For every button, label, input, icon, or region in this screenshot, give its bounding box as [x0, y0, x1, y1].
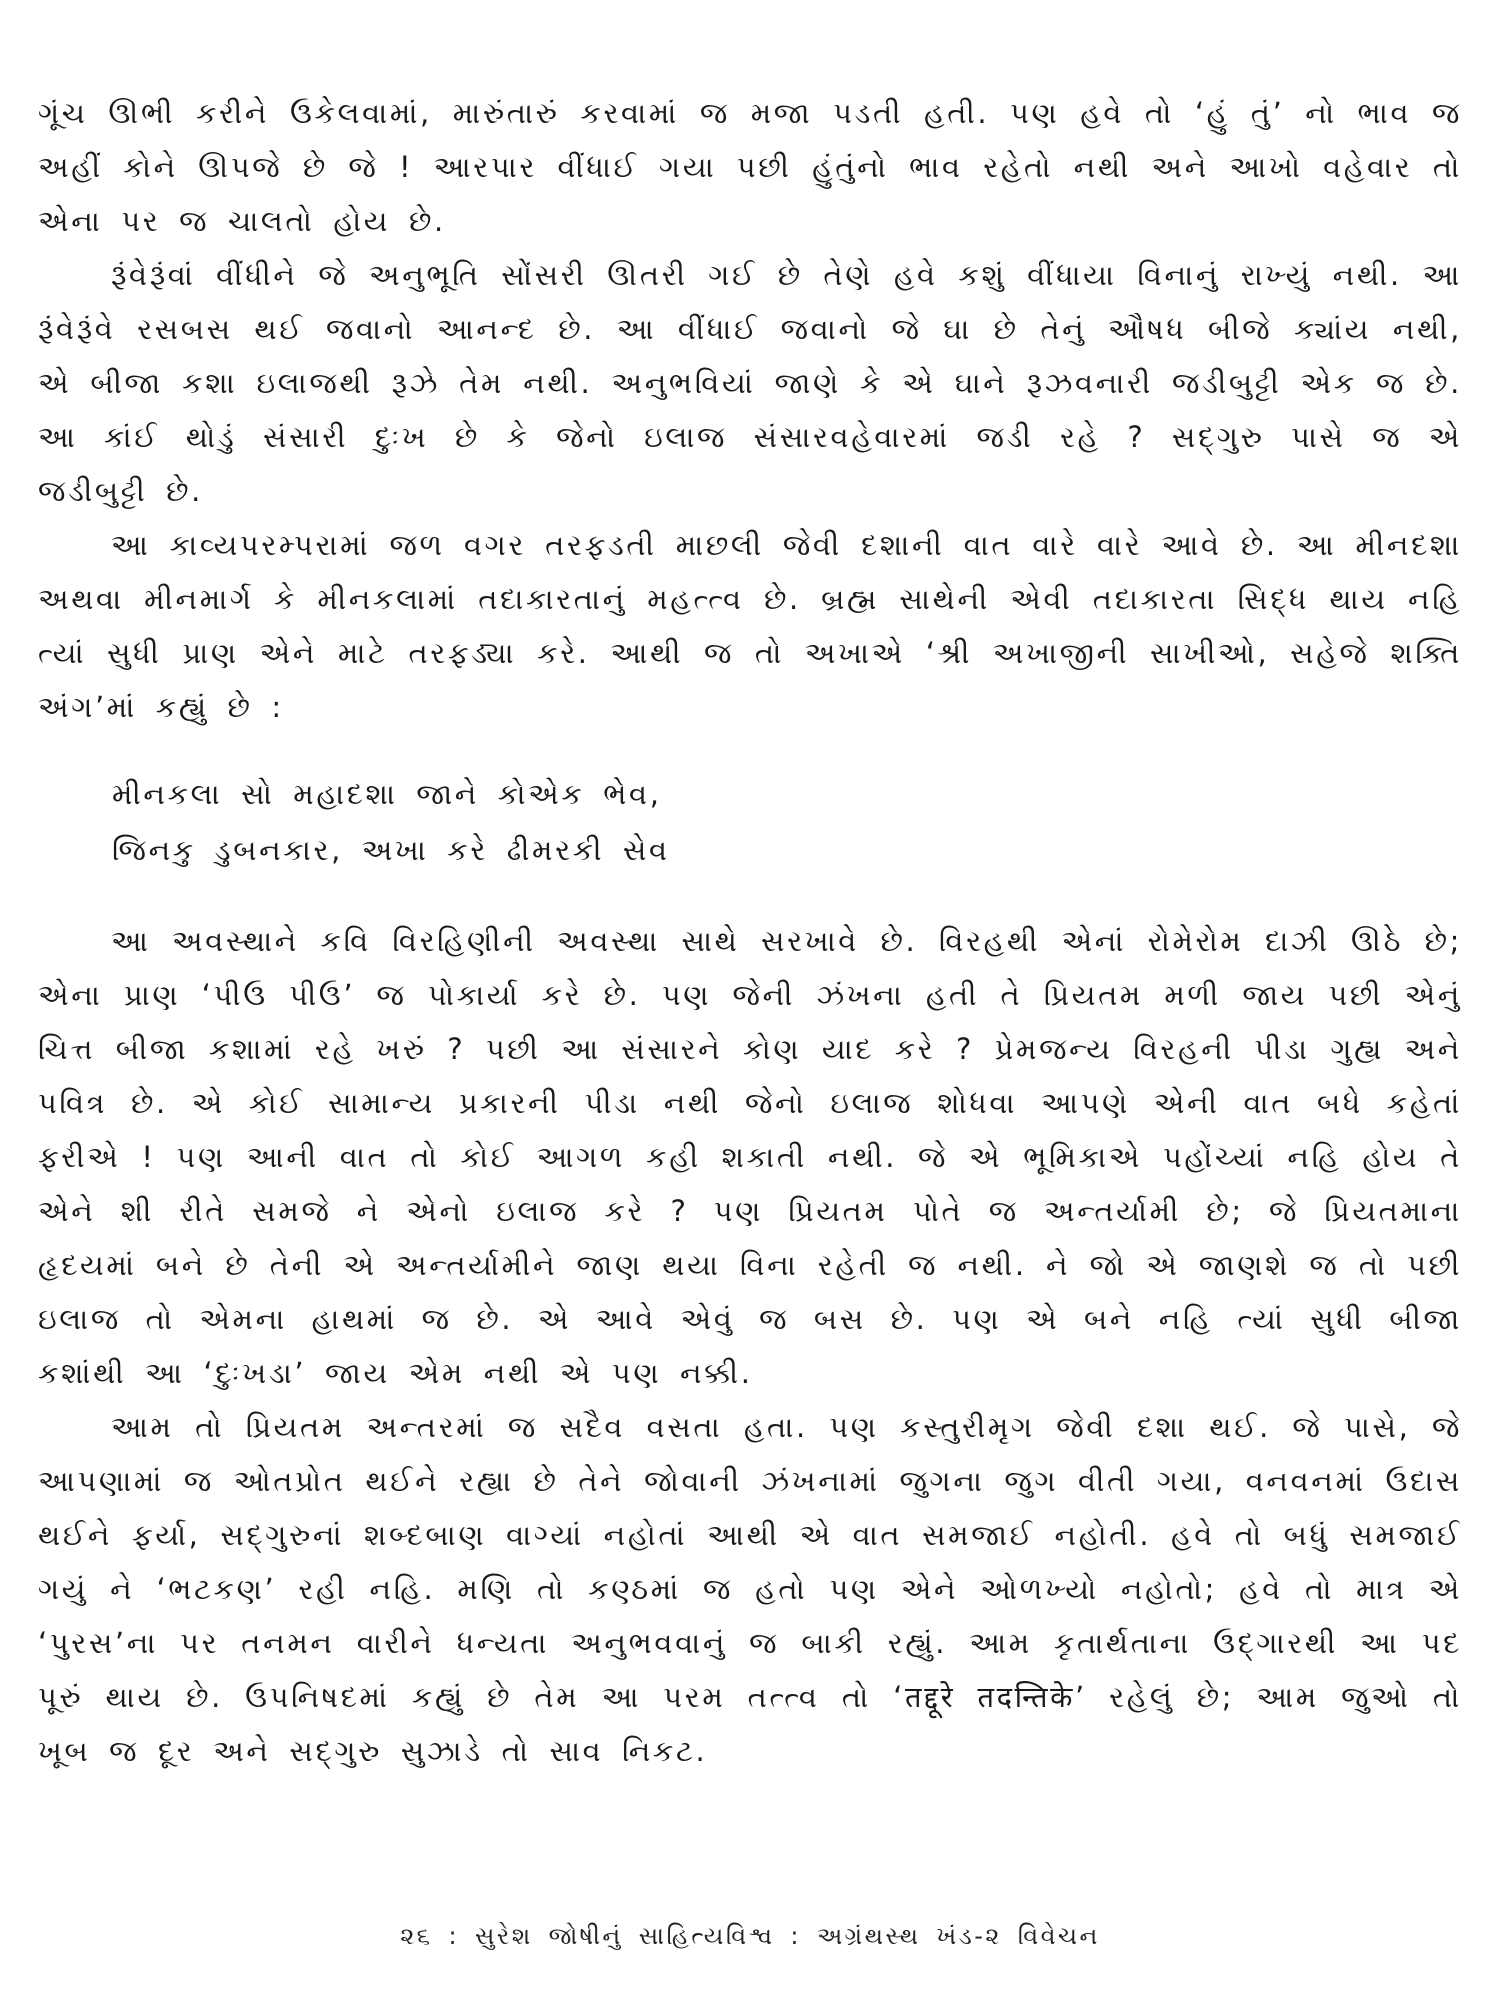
paragraph-1: ગૂંચ ઊભી કરીને ઉકેલવામાં, મારુંતારું કરવામાં જ મજા પડતી હતી. પણ હવે તો ‘હું તું’ નો ભાવ જ અહીં કોને ઊપજે છે જે ! આરપાર વીંધાઈ ગયા પછી હુંતુંનો ભાવ રહેતો નથી અને આખો વહેવાર તો એના પર જ ચાલતો હોય છે.: [38, 96, 1462, 238]
verse-quote: [112, 766, 1462, 878]
paragraph-3: આ કાવ્યપરમ્પરામાં જળ વગર તરફડતી માછલી જેવી દશાની વાત વારે વારે આવે છે. આ મીનદશા અથવા મીનમાર્ગ કે મીનકલામાં તદાકારતાનું મહત્ત્વ છે. બ્રહ્મ સાથેની એવી તદાકારતા સિદ્ધ થાય નહિ ત્યાં સુધી પ્રાણ એને માટે તરફડ્યા કરે. આથી જ તો અખાએ ‘શ્રી અખાજીની સાખીઓ, સહેજે શક્તિ અંગ’માં કહ્યું છે :: [38, 528, 1462, 724]
body-text: [38, 86, 1462, 1778]
verse-line-1: મીનકલા સો મહાદશા જાને કોએક ભેવ,: [112, 777, 662, 811]
paragraph-2: રૂંવેરૂંવાં વીંધીને જે અનુભૂતિ સોંસરી ઊતરી ગઈ છે તેણે હવે કશું વીંધાયા વિનાનું રાખ્યું નથી. આ રૂંવેરૂંવે રસબસ થઈ જવાનો આનન્દ છે. આ વીંધાઈ જવાનો જે ઘા છે તેનું ઔષધ બીજે ક્યાંય નથી, એ બીજા કશા ઇલાજથી રૂઝે તેમ નથી. અનુભવિયાં જાણે કે એ ઘાને રૂઝવનારી જડીબુટ્ટી એક જ છે. આ કાંઈ થોડું સંસારી દુઃખ છે કે જેનો ઇલાજ સંસારવહેવારમાં જડી રહે ? સદ્ગુરુ પાસે જ એ જડીબુટ્ટી છે.: [38, 258, 1462, 508]
paragraph-5: આમ તો પ્રિયતમ અન્તરમાં જ સદૈવ વસતા હતા. પણ કસ્તુરીમૃગ જેવી દશા થઈ. જે પાસે, જે આપણામાં જ ઓતપ્રોત થઈને રહ્યા છે તેને જોવાની ઝંખનામાં જુગના જુગ વીતી ગયા, વનવનમાં ઉદાસ થઈને ફર્યા, સદ્ગુરુનાં શબ્દબાણ વાગ્યાં નહોતાં આથી એ વાત સમજાઈ નહોતી. હવે તો બધું સમજાઈ ગયું ને ‘ભટકણ’ રહી નહિ. મણિ તો કણ્ઠમાં જ હતો પણ એને ઓળખ્યો નહોતો; હવે તો માત્ર એ ‘પુરસ’ના પર તનમન વારીને ધન્યતા અનુભવવાનું જ બાકી રહ્યું. આમ કૃતાર્થતાના ઉદ્ગારથી આ પદ પૂરું થાય છે. ઉપનિષદમાં કહ્યું છે તેમ આ પરમ તત્ત્વ તો ‘तद्दूरे तदन्तिके’ રહેલું છે; આમ જુઓ તો ખૂબ જ દૂર અને સદ્ગુરુ સુઝાડે તો સાવ નિકટ.: [38, 1410, 1462, 1768]
verse-line-2: જિનકુ ડુબનકાર, અખા કરે ઢીમરકી સેવ: [112, 833, 670, 867]
paragraph-4: આ અવસ્થાને કવિ વિરહિણીની અવસ્થા સાથે સરખાવે છે. વિરહથી એનાં રોમેરોમ દાઝી ઊઠે છે; એના પ્રાણ ‘પીઉ પીઉ’ જ પોકાર્યા કરે છે. પણ જેની ઝંખના હતી તે પ્રિયતમ મળી જાય પછી એનું ચિત્ત બીજા કશામાં રહે ખરું ? પછી આ સંસારને કોણ યાદ કરે ? પ્રેમજન્ય વિરહની પીડા ગુહ્ય અને પવિત્ર છે. એ કોઈ સામાન્ય પ્રકારની પીડા નથી જેનો ઇલાજ શોધવા આપણે એની વાત બધે કહેતાં ફરીએ ! પણ આની વાત તો કોઈ આગળ કહી શકાતી નથી. જે એ ભૂમિકાએ પહોંચ્યાં નહિ હોય તે એને શી રીતે સમજે ને એનો ઇલાજ કરે ? પણ પ્રિયતમ પોતે જ અન્તર્યામી છે; જે પ્રિયતમાના હૃદયમાં બને છે તેની એ અન્તર્યામીને જાણ થયા વિના રહેતી જ નથી. ને જો એ જાણશે જ તો પછી ઇલાજ તો એમના હાથમાં જ છે. એ આવે એવું જ બસ છે. પણ એ બને નહિ ત્યાં સુધી બીજા કશાંથી આ ‘દુઃખડા’ જાય એમ નથી એ પણ નક્કી.: [38, 924, 1462, 1390]
page-footer: ૨૬ : સુરેશ જોષીનું સાહિત્યવિશ્વ : અગ્રંથસ્થ ખંડ-૨ વિવેચન: [400, 1922, 1100, 1950]
